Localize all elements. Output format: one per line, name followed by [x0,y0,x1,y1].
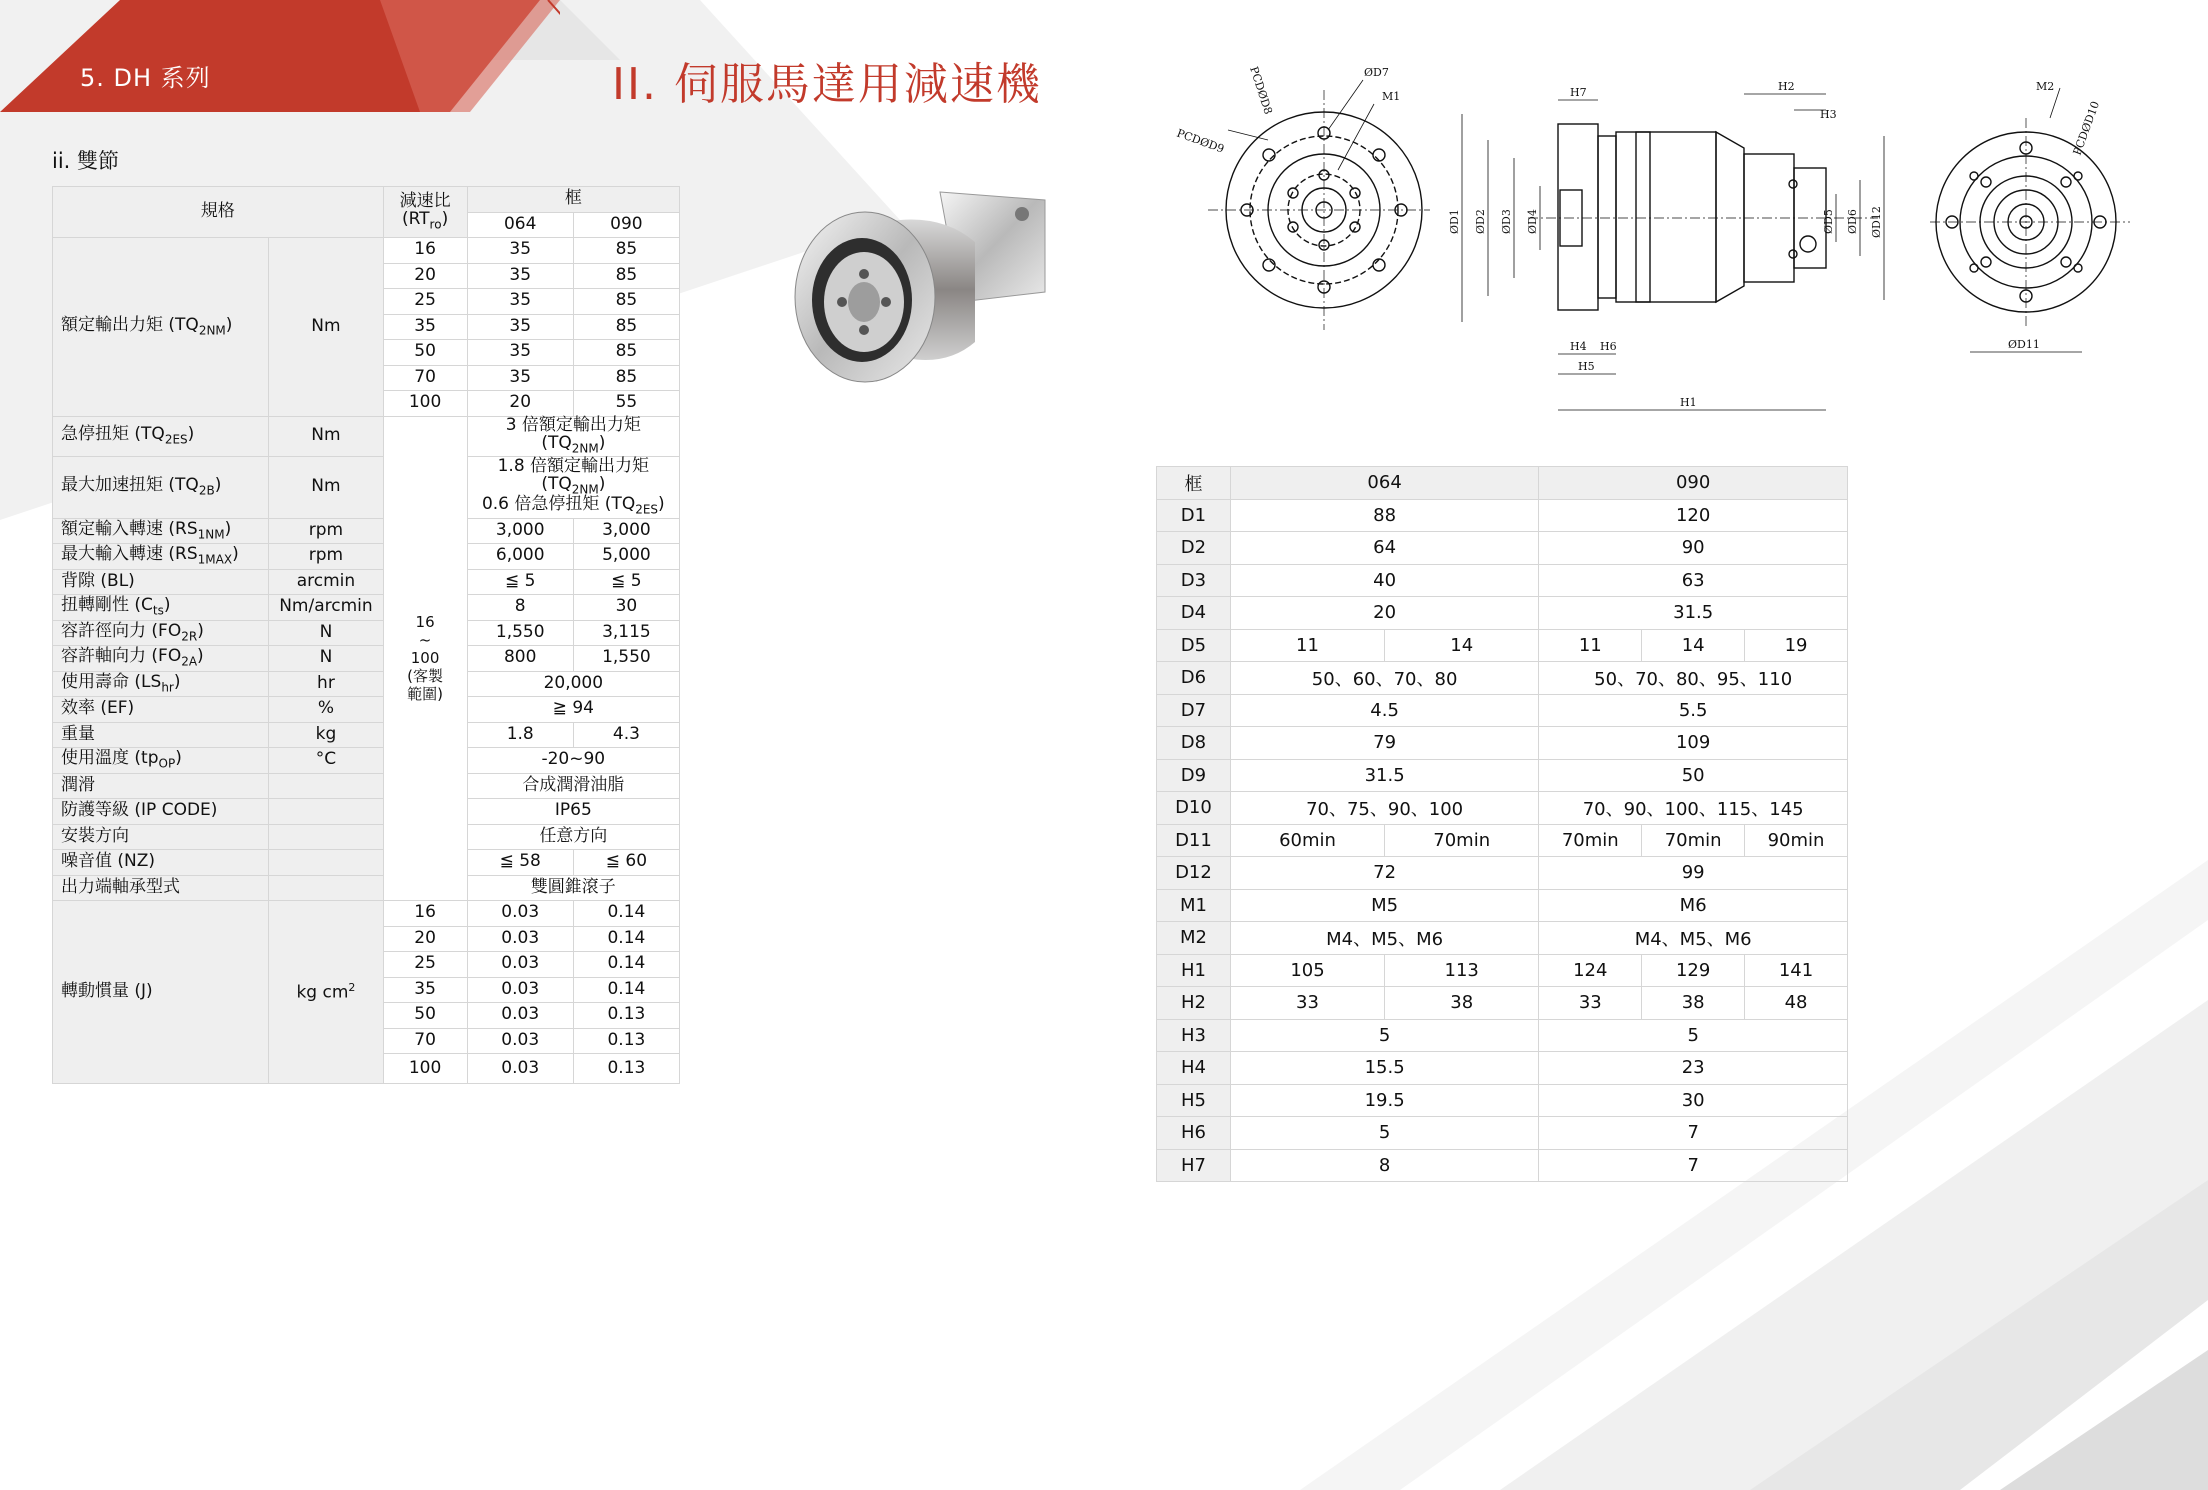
value-090: 63 [1539,564,1848,597]
value-090: 4.3 [573,722,679,748]
value-064: 113 [1444,959,1479,981]
table-header-row [1157,467,1848,500]
frame-064: 064 [1230,467,1538,500]
header-banner [0,0,560,112]
table-row [53,901,680,927]
dim-key: D10 [1157,792,1231,825]
value-064: 79 [1230,727,1538,760]
table-row [1157,889,1848,922]
table-row [1157,629,1848,662]
dim-key: D2 [1157,532,1231,565]
ratio-value: 25 [383,952,467,978]
ratio-value: 100 [383,1054,467,1084]
table-row [53,416,680,456]
value-064: 50、60、70、80 [1230,662,1538,695]
value-064: 70、75、90、100 [1230,792,1538,825]
label-pcd-d10: PCDØD10 [2070,99,2103,158]
value-090: 85 [573,263,679,289]
value-064-split [1230,629,1538,662]
spec-row-unit: % [269,697,383,723]
spec-row-label: 急停扭矩 $(TQ_{2ES})$ [53,416,269,456]
value-064: 35 [467,238,573,264]
table-row [53,620,680,646]
dim-key: D7 [1157,694,1231,727]
value-064: 35 [467,289,573,315]
table-row [1157,564,1848,597]
dim-key: M2 [1157,922,1231,955]
label-h2: H2 [1778,80,1795,93]
value-090: 85 [573,314,679,340]
value-064: M5 [1230,889,1538,922]
value-merged: 任意方向 [467,824,679,850]
spec-row-label: 噪音值 (NZ) [53,850,269,876]
value-090: 30 [573,595,679,621]
value-090: 30 [1539,1084,1848,1117]
value-064: 0.03 [467,1003,573,1029]
spec-row-unit [269,773,383,799]
value-merged: 合成潤滑油脂 [467,773,679,799]
table-row [1157,597,1848,630]
ratio-value: 50 [383,340,467,366]
value-064-split [1230,824,1538,857]
value-064: 35 [467,314,573,340]
spec-row-unit [269,799,383,825]
value-090: 70、90、100、115、145 [1539,792,1848,825]
value-090: 33 [1539,987,1642,1020]
value-064: 33 [1231,987,1385,1019]
ratio-value: 16 [383,901,467,927]
label-d4: ØD4 [1526,209,1539,234]
value-090: 70min [1539,824,1642,857]
value-merged: IP65 [467,799,679,825]
label-h6: H6 [1600,340,1617,353]
dim-key: H5 [1157,1084,1231,1117]
label-d5: ØD5 [1822,209,1835,234]
spec-row-label: 安裝方向 [53,824,269,850]
value-090: M6 [1539,889,1848,922]
table-row [1157,1052,1848,1085]
value-090: 0.13 [573,1054,679,1084]
value-090: 0.14 [573,952,679,978]
frame-064: 064 [467,212,573,238]
table-row [1157,532,1848,565]
value-090: 85 [573,365,679,391]
value-064: 14 [1450,634,1474,656]
value-090: 109 [1539,727,1848,760]
value-064: 40 [1230,564,1538,597]
spec-row-unit: rpm [269,544,383,570]
value-090: 50 [1539,759,1848,792]
value-090: 0.14 [573,977,679,1003]
table-row [1157,1019,1848,1052]
label-h5: H5 [1578,360,1595,373]
front-view-drawing [1168,60,1430,340]
table-row [53,518,680,544]
value-064: 0.03 [467,977,573,1003]
value-090: 5 [1539,1019,1848,1052]
value-090: 120 [1539,499,1848,532]
table-row [53,875,680,901]
table-row [53,748,680,774]
value-064: 15.5 [1230,1052,1538,1085]
label-d11: ØD11 [2008,338,2040,351]
ratio-value: 100 [383,391,467,417]
spec-header: 規格 [53,187,384,238]
spec-row-unit: Nm [269,456,383,518]
label-d1: ØD1 [1448,209,1461,234]
value-090: 1,550 [573,646,679,672]
dim-key: D9 [1157,759,1231,792]
table-row [53,722,680,748]
spec-row-label: 使用溫度 $(tp_{OP})$ [53,748,269,774]
value-090: 23 [1539,1052,1848,1085]
product-photo [790,182,1060,400]
label-m2: M2 [2036,80,2055,93]
value-064: 11 [1231,630,1385,662]
page-title: II. 伺服馬達用減速機 [612,59,1042,110]
value-064: 1.8 [467,722,573,748]
table-row [1157,1117,1848,1150]
label-pcd-d8: PCDØD8 [1247,64,1275,116]
value-merged: -20~90 [467,748,679,774]
value-064: 88 [1230,499,1538,532]
table-row [1157,1084,1848,1117]
table-row [1157,727,1848,760]
value-064: 5 [1230,1117,1538,1150]
ratio-value: 70 [383,365,467,391]
spec-row-unit: N [269,620,383,646]
spec-row-label: 出力端軸承型式 [53,875,269,901]
label-h4: H4 [1570,340,1587,353]
table-row [1157,499,1848,532]
ratio-value: 35 [383,977,467,1003]
dim-key: D6 [1157,662,1231,695]
table-row [1157,1149,1848,1182]
spec-row-unit: kg [269,722,383,748]
value-064: 5 [1230,1019,1538,1052]
label-m1: M1 [1382,90,1401,103]
table-row [53,646,680,672]
value-064-split [1230,954,1538,987]
dim-key: H7 [1157,1149,1231,1182]
series-label: 5. DH 系列 [80,64,211,92]
ratio-value: 70 [383,1028,467,1054]
value-064: 35 [467,263,573,289]
value-090: 124 [1539,954,1642,987]
value-064: 6,000 [467,544,573,570]
spec-row-unit: Nm [269,416,383,456]
value-064: 0.03 [467,1028,573,1054]
ratio-value: 35 [383,314,467,340]
dim-key: D3 [1157,564,1231,597]
value-064: 64 [1230,532,1538,565]
value-090: 0.14 [573,901,679,927]
spec-row-label: 額定輸入轉速 $(RS_{1NM})$ [53,518,269,544]
frame-key: 框 [1157,467,1231,500]
table-row [1157,759,1848,792]
spec-row-label: 防護等級 (IP CODE) [53,799,269,825]
dim-key: H1 [1157,954,1231,987]
spec-row-unit: °C [269,748,383,774]
spec-row-unit: Nm/arcmin [269,595,383,621]
spec-row-label: 扭轉剛性 $(C_{ts})$ [53,595,269,621]
value-064: 35 [467,365,573,391]
spec-row-unit [269,875,383,901]
value-064: M4、M5、M6 [1230,922,1538,955]
table-row [53,238,680,264]
spec-row-unit [269,824,383,850]
value-064: 72 [1230,857,1538,890]
value-064: 19.5 [1230,1084,1538,1117]
spec-row-label: 最大加速扭矩 $(TQ_{2B})$ [53,456,269,518]
dim-key: H4 [1157,1052,1231,1085]
spec-row-unit: Nm [269,238,383,417]
label-h1: H1 [1680,396,1697,409]
spec-row-label: 使用壽命 $(LS_{hr})$ [53,671,269,697]
value-064: 0.03 [467,901,573,927]
spec-row-unit: arcmin [269,569,383,595]
ratio-range-note: 16 ~ 100 (客製 範圍) [383,416,467,901]
table-row [1157,662,1848,695]
value-064: ≦ 5 [467,569,573,595]
value-064: 8 [1230,1149,1538,1182]
dim-key: D8 [1157,727,1231,760]
dim-key: D4 [1157,597,1231,630]
dim-key: D12 [1157,857,1231,890]
side-view-drawing [1448,78,1908,418]
value-090: ≦ 5 [573,569,679,595]
value-090: 38 [1642,987,1745,1020]
value-064: 3,000 [467,518,573,544]
spec-row-label: 轉動慣量 (J) [53,901,269,1084]
value-merged: ≧ 94 [467,697,679,723]
label-pcd-d9: PCDØD9 [1174,126,1226,156]
spec-row-label: 效率 (EF) [53,697,269,723]
table-row [1157,694,1848,727]
value-090: ≦ 60 [573,850,679,876]
rear-view-drawing [1930,78,2130,368]
dim-key: D11 [1157,824,1231,857]
table-row [53,671,680,697]
table-row [1157,954,1848,987]
spec-row-unit: N [269,646,383,672]
table-row [1157,922,1848,955]
value-090: 50、70、80、95、110 [1539,662,1848,695]
value-090: 5,000 [573,544,679,570]
section-label: ii. 雙節 [52,149,120,173]
spec-row-label: 最大輸入轉速 $(RS_{1MAX})$ [53,544,269,570]
frame-090: 090 [1539,467,1848,500]
value-090: 85 [573,289,679,315]
value-090: 129 [1642,954,1745,987]
value-090: 3,000 [573,518,679,544]
value-064: 1,550 [467,620,573,646]
table-row [53,569,680,595]
dim-key: D1 [1157,499,1231,532]
value-090: 90min [1745,824,1848,857]
table-row [1157,824,1848,857]
ratio-value: 20 [383,926,467,952]
value-090: 85 [573,340,679,366]
label-h3: H3 [1820,108,1837,121]
table-row [53,456,680,518]
dim-key: M1 [1157,889,1231,922]
label-d3: ØD3 [1500,209,1513,234]
value-090: 11 [1539,629,1642,662]
value-064: 0.03 [467,926,573,952]
table-row [1157,792,1848,825]
frame-090: 090 [573,212,679,238]
value-090: 70min [1642,824,1745,857]
spec-row-label: 容許軸向力 $(FO_{2A})$ [53,646,269,672]
value-064: 38 [1450,992,1474,1013]
ratio-header: 減速比 $(RT_{ro})$ [383,187,467,238]
spec-row-label: 額定輸出力矩 $(TQ_{2NM})$ [53,238,269,417]
label-d2: ØD2 [1474,209,1487,234]
table-row [53,595,680,621]
table-row [1157,857,1848,890]
value-064: 60min [1231,825,1385,857]
spec-row-label: 重量 [53,722,269,748]
value-064: 105 [1231,955,1385,987]
dim-key: H3 [1157,1019,1231,1052]
ratio-value: 16 [383,238,467,264]
label-d7: ØD7 [1364,66,1389,79]
spec-row-unit [269,850,383,876]
value-merged: 20,000 [467,671,679,697]
table-row [53,850,680,876]
spec-row-unit: kg $cm^2$ [269,901,383,1084]
value-064: ≦ 58 [467,850,573,876]
value-090: 14 [1642,629,1745,662]
label-h7: H7 [1570,86,1587,99]
value-064: 0.03 [467,952,573,978]
value-090: 0.13 [573,1028,679,1054]
value-064: 0.03 [467,1054,573,1084]
value-064-split [1230,987,1538,1020]
value-090: 48 [1745,987,1848,1020]
value-090: 0.14 [573,926,679,952]
value-064: 800 [467,646,573,672]
spec-row-unit: hr [269,671,383,697]
value-064: 4.5 [1230,694,1538,727]
value-064: 8 [467,595,573,621]
label-d6: ØD6 [1846,209,1859,234]
value-064: 70min [1433,829,1491,851]
table-row [1157,987,1848,1020]
spec-row-unit: rpm [269,518,383,544]
dim-key: H6 [1157,1117,1231,1150]
table-row [53,799,680,825]
value-merged: 雙圓錐滾子 [467,875,679,901]
value-064: 35 [467,340,573,366]
dim-key: H2 [1157,987,1231,1020]
spec-row-label: 容許徑向力 $(FO_{2R})$ [53,620,269,646]
table-row [53,697,680,723]
estop-value: 3 倍額定輸出力矩 $(TQ_{2NM})$ [467,416,679,456]
dimension-table [1156,466,1848,1182]
frame-header: 框 [467,187,679,213]
value-090: 3,115 [573,620,679,646]
value-090: 85 [573,238,679,264]
value-090: 7 [1539,1117,1848,1150]
value-090: M4、M5、M6 [1539,922,1848,955]
spec-row-label: 潤滑 [53,773,269,799]
value-064: 31.5 [1230,759,1538,792]
table-row [53,544,680,570]
value-090: 141 [1745,954,1848,987]
table-row [53,773,680,799]
spec-row-label: 背隙 (BL) [53,569,269,595]
table-row [53,824,680,850]
label-d12: ØD12 [1870,206,1883,238]
value-090: 90 [1539,532,1848,565]
maxacc-value: 1.8 倍額定輸出力矩 $(TQ_{2NM})$ 0.6 倍急停扭矩 $(TQ_{2ES})$ [467,456,679,518]
value-090: 55 [573,391,679,417]
value-090: 7 [1539,1149,1848,1182]
ratio-value: 50 [383,1003,467,1029]
spec-table [52,186,680,1084]
value-090: 19 [1745,629,1848,662]
value-064: 20 [1230,597,1538,630]
value-090: 99 [1539,857,1848,890]
dim-key: D5 [1157,629,1231,662]
value-090: 5.5 [1539,694,1848,727]
value-064: 20 [467,391,573,417]
value-090: 0.13 [573,1003,679,1029]
value-090: 31.5 [1539,597,1848,630]
ratio-value: 25 [383,289,467,315]
ratio-value: 20 [383,263,467,289]
